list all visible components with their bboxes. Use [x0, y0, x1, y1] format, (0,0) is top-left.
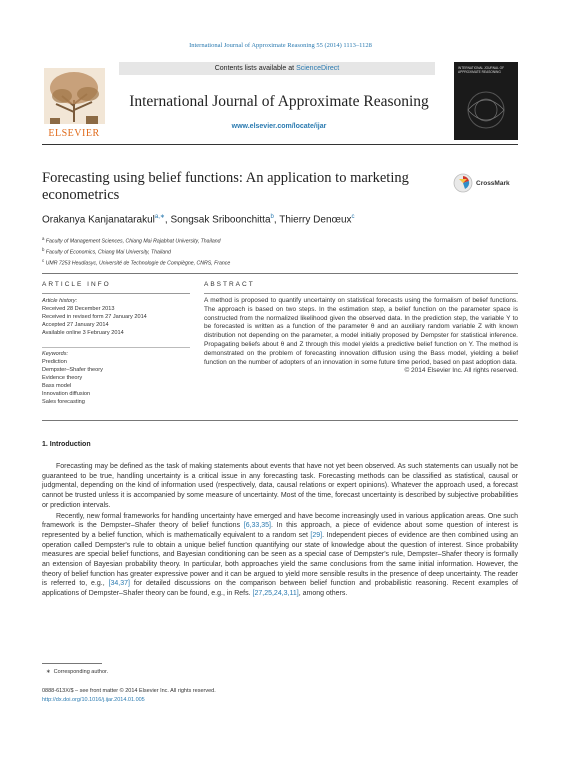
- elsevier-wordmark: ELSEVIER: [48, 128, 100, 139]
- journal-title: International Journal of Approximate Reasoning: [129, 93, 429, 110]
- info-rule: [42, 293, 190, 294]
- paragraph: Forecasting may be defined as the task of making statements about events that have not yet been observed. As such statements can usually not be guaranteed to be true, handling uncertainty is a critical issue in any forecasting task. Forecasting methods can be classified as statistical, causal or judgmental, depending on the kind of information used (respectively, data, causal relations or expert opinions). Whatever the approach used, a forecast cannot be trusted unless it is accompanied by some measure of uncertainty. Most of the time, forecast uncertainty is described by subjective probabilities or prediction intervals.: [42, 463, 518, 509]
- footnote: [46, 669, 108, 675]
- info-rule-2: [42, 347, 190, 348]
- history-item: Available online 3 February 2014: [42, 330, 124, 336]
- abstract-rule: [204, 293, 518, 294]
- footnote-rule: [42, 663, 102, 664]
- keywords: [42, 350, 192, 406]
- keyword-item: Sales forecasting: [42, 399, 85, 405]
- author-name[interactable]: Songsak Sriboonchitta: [170, 214, 271, 226]
- citation-link[interactable]: [6,33,35]: [243, 522, 271, 530]
- journal-url-link[interactable]: www.elsevier.com/locate/ijar: [231, 123, 327, 130]
- introduction-body: [42, 462, 518, 599]
- text-run: . Independent pieces of evidence are then combined using an operation called Dempster's rule to obtain a unique belief function quantifying our state of knowledge about the question of interest. Since probability measures are special belief functions, and Bayesian conditioning can be seen as a special case of Dempster's rule, Dempster–Shafer theory is formally an extension of Bayesian probability theory. In particular, both approaches yield the same conclusions from the same initial information. However, the theory of belief function has greater expressive power and it can be argued to yield more sensible results in the presence of deep uncertainty. The reader is referred to, e.g.,: [42, 531, 518, 588]
- doi-link[interactable]: http://dx.doi.org/10.1016/j.ijar.2014.01.005: [42, 696, 145, 703]
- abstract-body: [204, 297, 518, 376]
- footnote-text: Corresponding author.: [53, 669, 109, 675]
- crossmark-badge[interactable]: [453, 173, 523, 195]
- citation-link[interactable]: [34,37]: [108, 580, 130, 588]
- keyword-item: Bass model: [42, 383, 72, 389]
- text-run: . In this approach, a piece of evidence about some question of interest is represented by a belief function, which is mathematically equivalent to a random set: [42, 522, 518, 539]
- section-rule: [42, 273, 518, 274]
- text-run: for detailed discussions on the comparison between belief function and probabilistic reasoning. Recent examples of applications of Dempster–Shafer theory can be found, e.g., in Refs.: [42, 580, 518, 598]
- author-sup[interactable]: b: [270, 214, 274, 220]
- abstract-text: A method is proposed to quantify uncertainty on statistical forecasts using the formalism of belief functions. The approach is based on two steps. In the estimation step, a belief function on the parameter space is constructed from the normalized likelihood given the observed data. In the prediction step, the variable Y to be forecasted is written as a function of the parameter θ and an auxiliary random variable Z with known distribution not depending on the parameter, a model initially proposed by Dempster for statistical inference. Propagating beliefs about θ and Z through this model yields a predictive belief function on Y. The method is demonstrated on the problem of forecasting innovation diffusion using the Bass model, yielding a belief function on the number of adopters of an innovation in some future time period, based on past adoption data.: [204, 297, 518, 366]
- affiliation-text: Faculty of Economics, Chiang Mai University, Thailand: [45, 249, 171, 256]
- abstract-heading: ABSTRACT: [204, 281, 255, 288]
- affiliation-item: [42, 235, 442, 246]
- affiliation-sup: a: [42, 236, 45, 241]
- author-name[interactable]: Orakanya Kanjanatarakul: [42, 214, 155, 226]
- issn-block: [42, 687, 216, 704]
- elsevier-tree-logo: [42, 66, 107, 139]
- author-sup[interactable]: c: [351, 214, 355, 220]
- affiliation-text: Faculty of Management Sciences, Chiang Mai Rajabhat University, Thailand: [45, 238, 221, 245]
- abstract-bottom-rule: [42, 420, 518, 421]
- history-item: Received in revised form 27 January 2014: [42, 314, 147, 320]
- article-title: Forecasting using belief functions: An application to marketing econometrics: [42, 170, 409, 203]
- article-info-heading: ARTICLE INFO: [42, 281, 111, 288]
- journal-cover-image: [454, 62, 518, 140]
- affiliation-sup: c: [42, 258, 45, 264]
- text-run: Recently, new formal frameworks for handling uncertainty have emerged and have become increasingly used in various application areas. One such framework is the Dempster–Shafer theory of belief functions: [42, 512, 518, 530]
- citation-link[interactable]: [29]: [310, 531, 323, 539]
- affiliation-sup: b: [42, 247, 45, 253]
- history-item: Accepted 27 January 2014: [42, 322, 109, 328]
- copyright-notice: © 2014 Elsevier Inc. All rights reserved.: [404, 367, 518, 375]
- citation-link[interactable]: [27,25,24,3,11]: [252, 590, 299, 598]
- text-run: , among others.: [298, 590, 348, 598]
- crossmark-icon: [453, 173, 473, 193]
- contents-bar: [119, 62, 435, 75]
- author-sup[interactable]: a,∗: [154, 214, 165, 220]
- introduction-heading: 1. Introduction: [42, 441, 91, 448]
- affiliations: [42, 235, 442, 269]
- cover-graphic: [460, 86, 512, 134]
- journal-masthead: [42, 62, 518, 139]
- article-history: [42, 297, 192, 337]
- contents-prefix: Contents lists available at: [214, 65, 297, 72]
- cover-title: INTERNATIONAL JOURNAL OF APPROXIMATE REASONING: [458, 66, 505, 74]
- journal-reference[interactable]: International Journal of Approximate Reasoning 55 (2014) 1113–1128: [189, 42, 372, 49]
- keyword-item: Innovation diffusion: [42, 391, 91, 397]
- affiliation-item: [42, 246, 442, 257]
- affiliation-text: UMR 7253 Heudiasyc, Université de Technologie de Compiègne, CNRS, France: [45, 261, 231, 268]
- history-label: Article history:: [42, 298, 78, 304]
- history-item: Received 28 December 2013: [42, 306, 115, 312]
- issn-line: 0888-613X/$ – see front matter © 2014 Elsevier Inc. All rights reserved.: [42, 688, 216, 694]
- sciencedirect-link[interactable]: ScienceDirect: [296, 65, 340, 72]
- keywords-label: Keywords:: [42, 351, 69, 357]
- affiliation-item: [42, 257, 442, 268]
- author-list: Orakanya Kanjanatarakul$^{a,∗}$, Songsak Sriboonchitta$^b$, Thierry Denœux$^c$: [42, 214, 355, 226]
- asterisk-icon: ∗: [46, 669, 51, 675]
- crossmark-label: CrossMark: [476, 180, 510, 187]
- header-rule: [42, 144, 518, 145]
- paragraph: [42, 512, 518, 599]
- keyword-item: Dempster–Shafer theory: [42, 367, 103, 373]
- keyword-item: Prediction: [42, 359, 67, 365]
- keyword-item: Evidence theory: [42, 375, 83, 381]
- author-name[interactable]: Thierry Denœux: [279, 214, 352, 226]
